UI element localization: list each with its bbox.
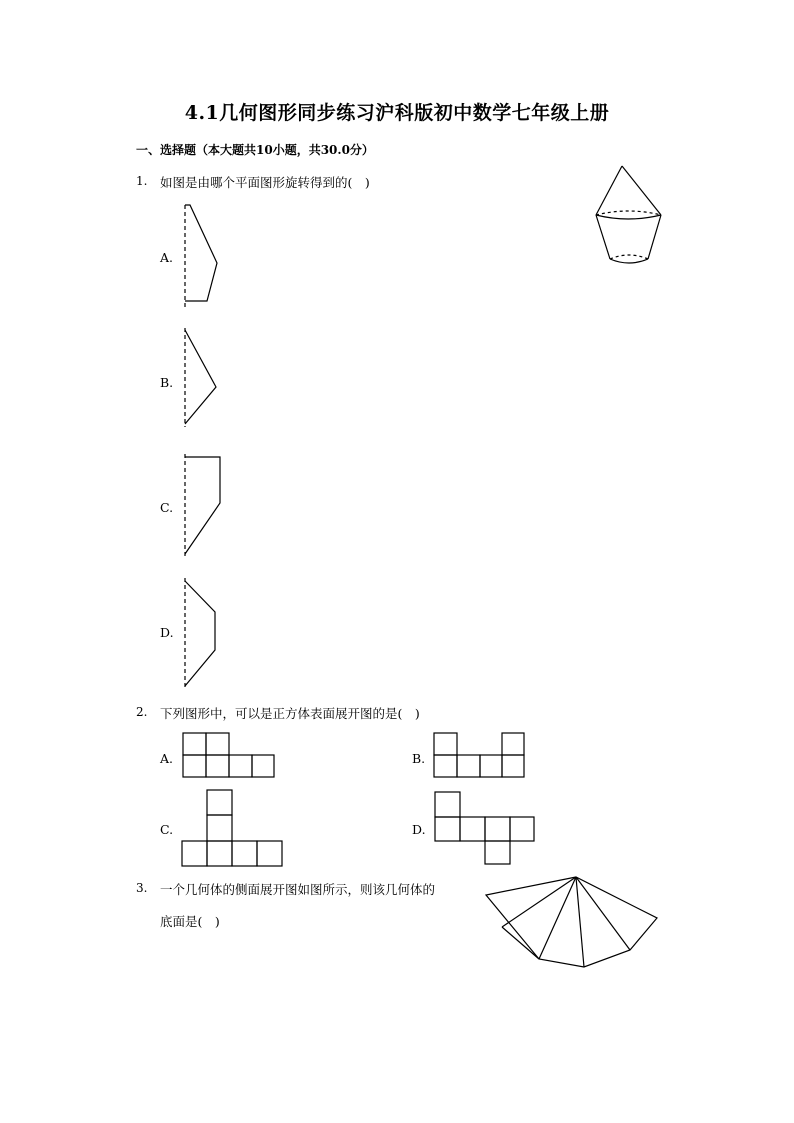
q2-option-d-net-icon [434,791,538,867]
question-3-text-line-2: 底面是( ) [160,914,220,929]
question-1-number: 1. [136,174,148,188]
q2-option-d-label[interactable]: D. [412,822,426,837]
question-2-number: 2. [136,705,148,719]
q2-option-a-net-icon [182,732,276,780]
q1-option-c-label[interactable]: C. [160,500,174,515]
question-2-text: 下列图形中，可以是正方体表面展开图的是( ) [160,706,420,721]
page-title: 4.1几何图形同步练习沪科版初中数学七年级上册 [184,102,610,124]
pyramid-lateral-net-icon [480,870,665,975]
q2-option-b-label[interactable]: B. [412,751,426,766]
q1-option-a-label[interactable]: A. [160,250,174,265]
question-1-text: 如图是由哪个平面图形旋转得到的( ) [160,175,370,190]
q1-option-a-shape [180,200,230,310]
q2-option-c-label[interactable]: C. [160,822,174,837]
q1-option-d-label[interactable]: D. [160,625,174,640]
cone-on-frustum-icon [590,160,670,272]
q2-option-c-net-icon [181,789,285,869]
question-3-number: 3. [136,881,148,895]
q1-option-d-shape [180,576,230,692]
section-heading: 一、选择题（本大题共10小题，共30.0分） [136,143,374,157]
q2-option-b-net-icon [433,732,527,780]
q1-option-b-shape [180,325,230,430]
q2-option-a-label[interactable]: A. [160,751,174,766]
q1-option-c-shape [180,452,230,560]
question-3-text-line-1: 一个几何体的侧面展开图如图所示，则该几何体的 [160,882,436,897]
q1-option-b-label[interactable]: B. [160,375,174,390]
